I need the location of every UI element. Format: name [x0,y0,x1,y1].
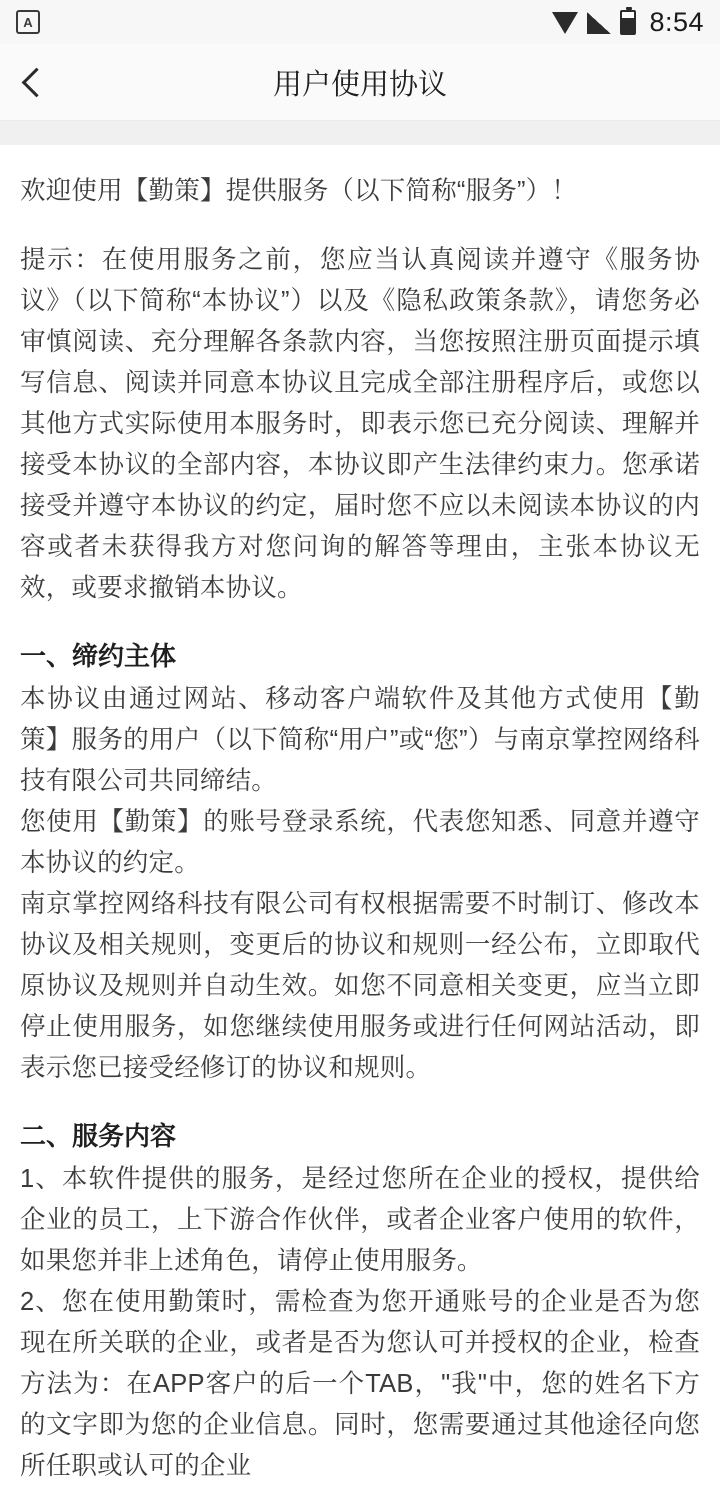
section-paragraph: 2、您在使用勤策时，需检查为您开通账号的企业是否为您现在所关联的企业，或者是否为您认可并授权的企业，检查方法为：在APP客户的后一个TAB，"我"中，您的姓名下方的文字即为您的企业信息。同时，您需要通过其他途径向您所任职或认可的企业 [20,1288,700,1480]
section-paragraph: 您使用【勤策】的账号登录系统，代表您知悉、同意并遵守本协议的约定。 [20,808,700,877]
status-bar-left [16,10,40,34]
section-paragraph: 南京掌控网络科技有限公司有权根据需要不时制订、修改本协议及相关规则，变更后的协议和规则一经公布，立即取代原协议及规则并自动生效。如您不同意相关变更，应当立即停止使用服务，如您继续使用服务或进行任何网站活动，即表示您已接受经修订的协议和规则。 [20,890,700,1082]
section-paragraph: 1、本软件提供的服务，是经过您所在企业的授权，提供给企业的员工，上下游合作伙伴，或者企业客户使用的软件，如果您并非上述角色，请停止使用服务。 [20,1165,700,1275]
header-divider [0,121,720,145]
status-bar-clock: 8:54 [649,6,704,37]
section-paragraph: 本协议由通过网站、移动客户端软件及其他方式使用【勤策】服务的用户（以下简称“用户”或“您”）与南京掌控网络科技有限公司共同缔结。 [20,685,700,795]
welcome-paragraph: 欢迎使用【勤策】提供服务（以下简称“服务”）！ [20,177,578,205]
battery-icon [620,10,636,35]
signal-icon [587,12,611,34]
back-button[interactable] [0,44,72,120]
back-chevron-icon [21,67,51,97]
app-badge-icon: A [16,10,40,34]
section-contracting-parties [20,635,700,1089]
agreement-content[interactable] [0,145,720,1487]
page-title: 用户使用协议 [272,68,447,101]
title-bar [0,44,720,121]
wifi-icon [552,12,578,34]
section-service-content [20,1115,700,1487]
notice-paragraph: 提示：在使用服务之前，您应当认真阅读并遵守《服务协议》（以下简称“本协议”）以及《隐私政策条款》，请您务必审慎阅读、充分理解各条款内容，当您按照注册页面提示填写信息、阅读并同意本协议且完成全部注册程序后，或您以其他方式实际使用本服务时，即表示您已充分阅读、理解并接受本协议的全部内容，本协议即产生法律约束力。您承诺接受并遵守本协议的约定，届时您不应以未阅读本协议的内容或者未获得我方对您问询的解答等理由，主张本协议无效，或要求撤销本协议。 [20,246,700,602]
section-heading: 一、缔约主体 [20,641,177,671]
section-heading: 二、服务内容 [20,1121,177,1151]
status-bar-right [552,7,704,38]
status-bar [0,0,720,44]
